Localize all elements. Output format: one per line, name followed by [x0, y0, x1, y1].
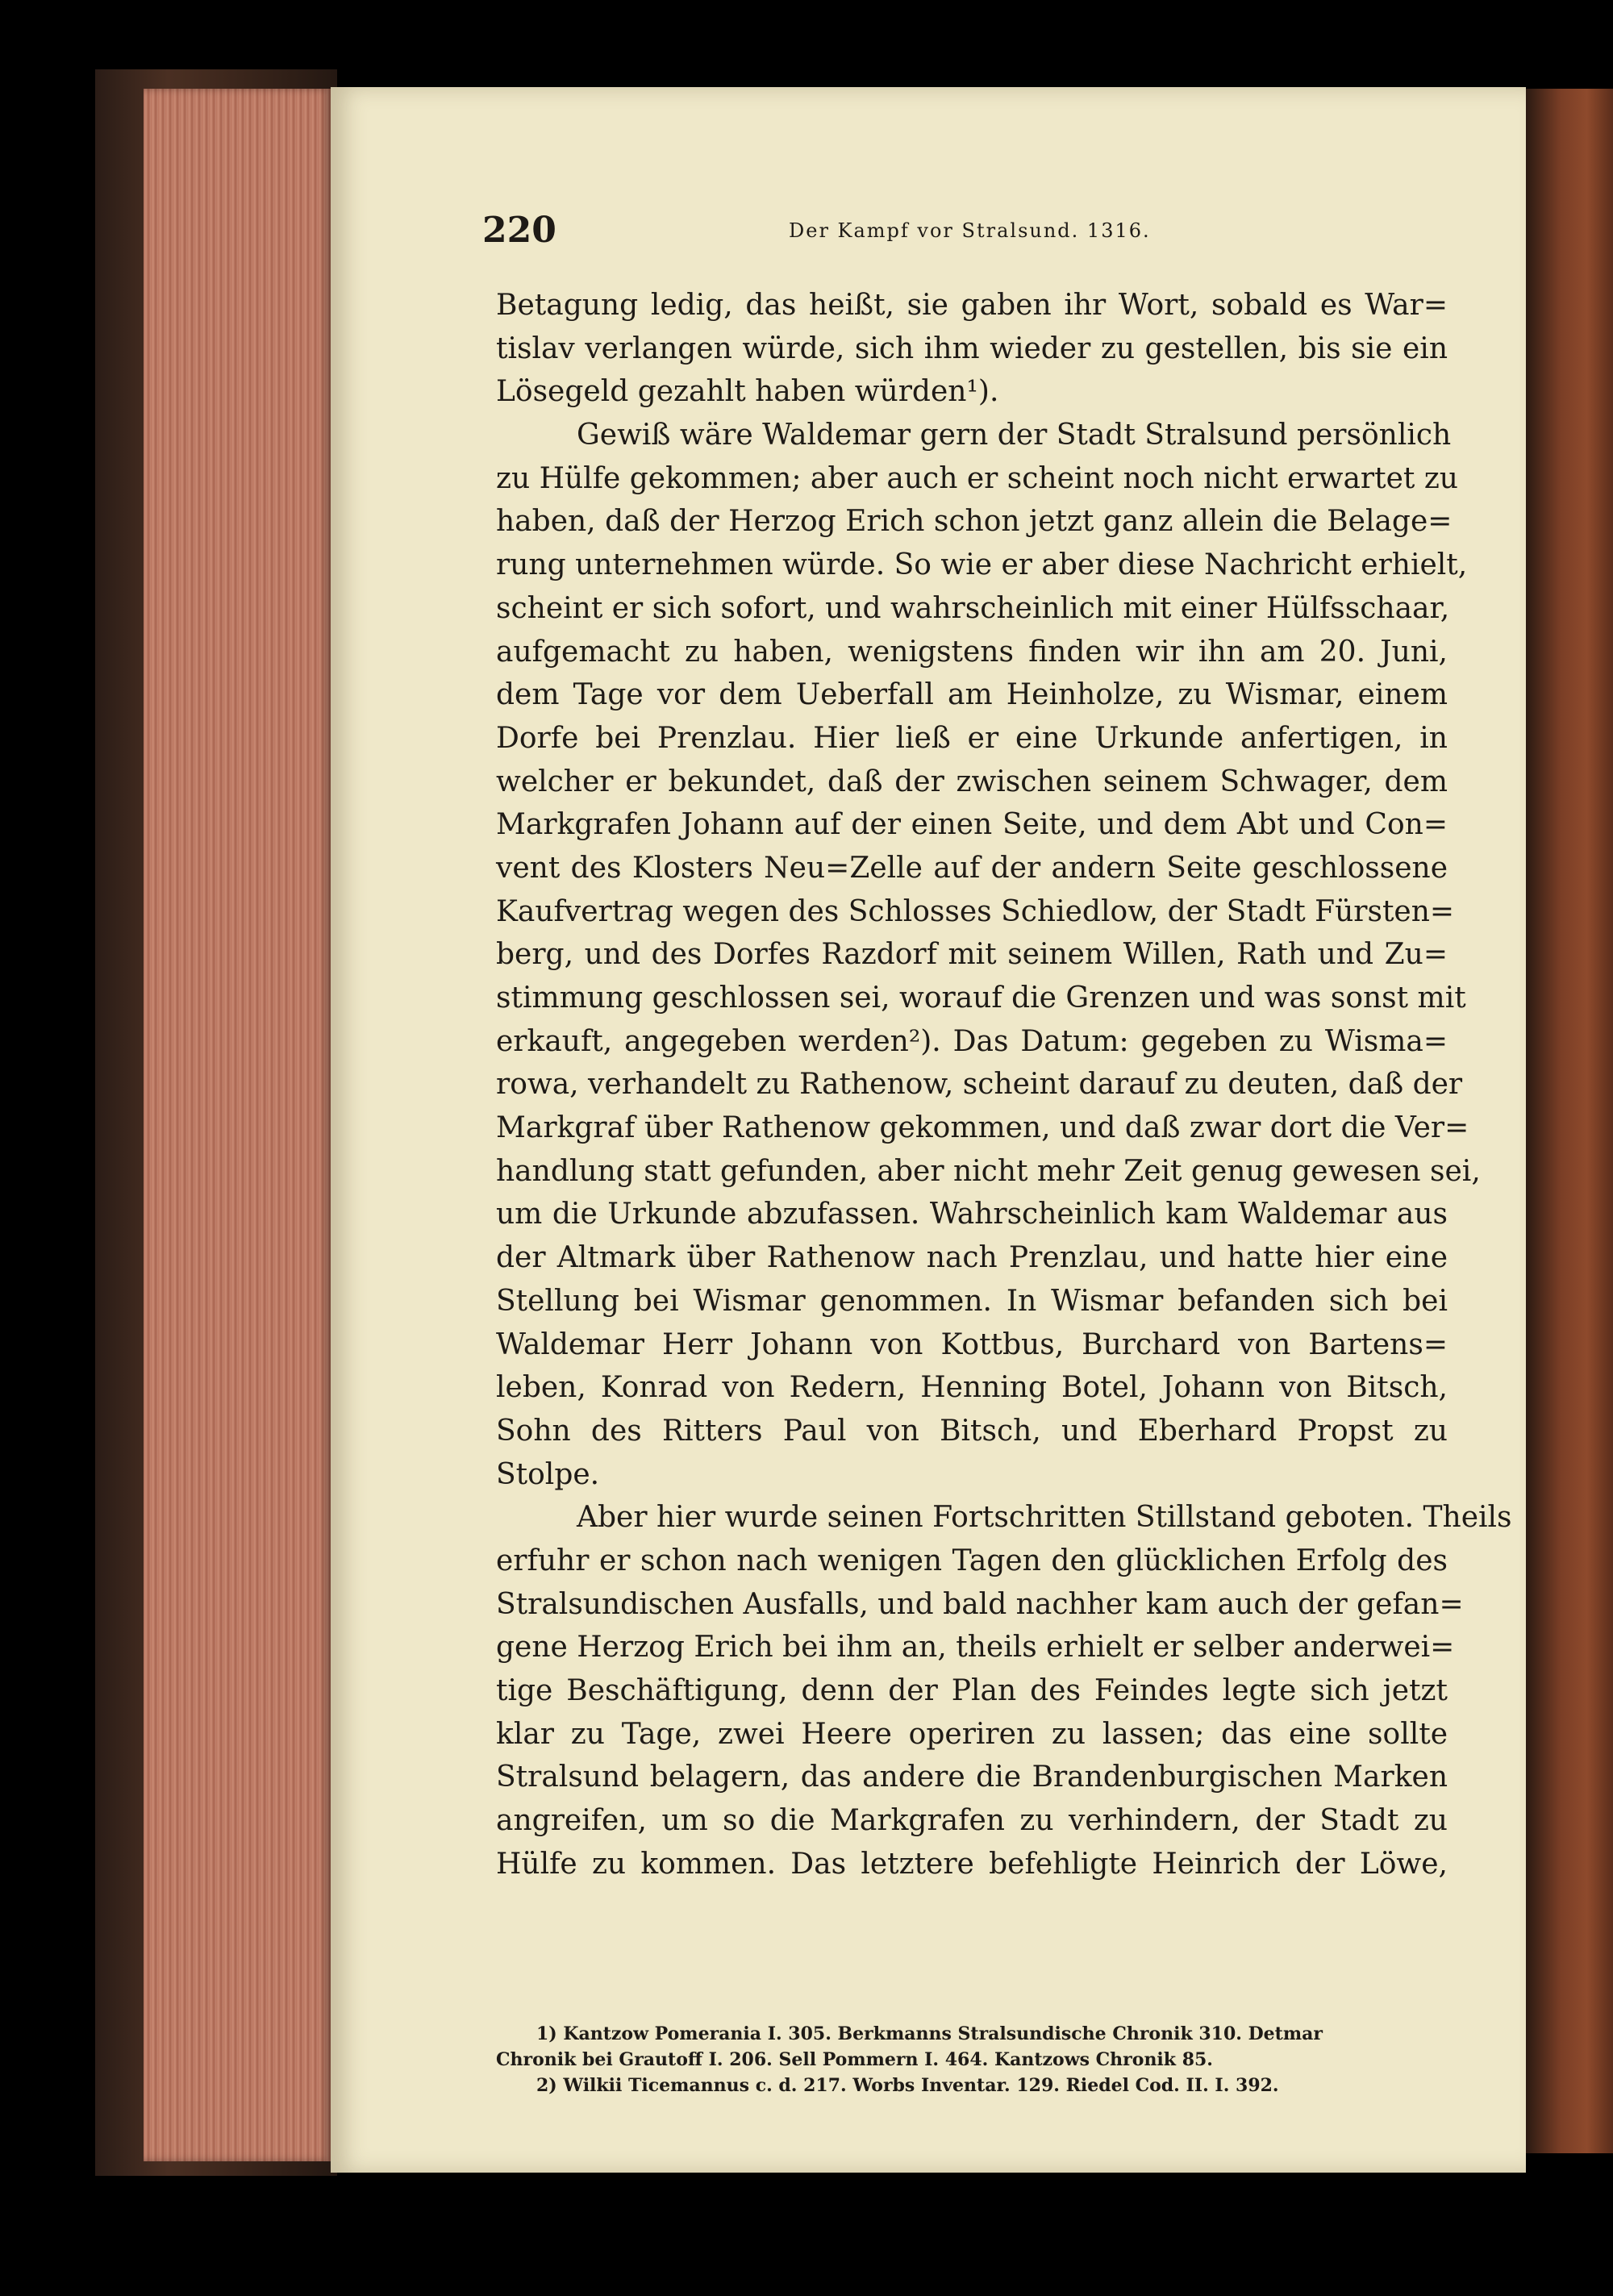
- text-line: zu Hülfe gekommen; aber auch er scheint noch nicht erwartet zu: [496, 461, 1458, 495]
- footnote-line: Chronik bei Grautoff I. 206. Sell Pommern I. 464. Kantzows Chronik 85.: [496, 2049, 1213, 2070]
- text-line: aufgemacht zu haben, wenigstens finden wir ihn am 20. Juni,: [496, 635, 1448, 669]
- page-number: 220: [482, 210, 556, 251]
- text-line: klar zu Tage, zwei Heere operiren zu lassen; das eine sollte: [496, 1717, 1448, 1751]
- text-line: welcher er bekundet, daß der zwischen seinem Schwager, dem: [496, 765, 1448, 798]
- facing-page-edge: [1526, 89, 1613, 2153]
- text-line: Dorfe bei Prenzlau. Hier ließ er eine Urkunde anfertigen, in: [496, 721, 1448, 755]
- text-line: Kaufvertrag wegen des Schlosses Schiedlow, der Stadt Fürsten=: [496, 894, 1455, 928]
- text-line: vent des Klosters Neu=Zelle auf der andern Seite geschlossene: [496, 851, 1448, 885]
- text-line: Stralsundischen Ausfalls, und bald nachher kam auch der gefan=: [496, 1587, 1464, 1621]
- text-line: gene Herzog Erich bei ihm an, theils erhielt er selber anderwei=: [496, 1631, 1455, 1665]
- body-text: [496, 284, 1512, 1886]
- text-line: tislav verlangen würde, sich ihm wieder zu gestellen, bis sie ein: [496, 331, 1448, 365]
- text-line: haben, daß der Herzog Erich schon jetzt ganz allein die Belage=: [496, 505, 1453, 539]
- text-line: Lösegeld gezahlt haben würden¹).: [496, 375, 999, 409]
- text-line: erkauft, angegeben werden²). Das Datum: gegeben zu Wisma=: [496, 1024, 1448, 1058]
- text-line: scheint er sich sofort, und wahrscheinlich mit einer Hülfsschaar,: [496, 591, 1450, 625]
- text-line: Waldemar Herr Johann von Kottbus, Burchard von Bartens=: [496, 1327, 1448, 1361]
- text-line: Stolpe.: [496, 1457, 600, 1491]
- text-line: Markgrafen Johann auf der einen Seite, und dem Abt und Con=: [496, 808, 1448, 842]
- text-line: Markgraf über Rathenow gekommen, und daß zwar dort die Ver=: [496, 1111, 1469, 1145]
- footnotes: [496, 2021, 1448, 2098]
- footnote-line: 1) Kantzow Pomerania I. 305. Berkmanns Stralsundische Chronik 310. Detmar: [536, 2023, 1323, 2044]
- text-line: dem Tage vor dem Ueberfall am Heinholze, zu Wismar, einem: [496, 678, 1448, 712]
- running-title: Der Kampf vor Stralsund. 1316.: [789, 219, 1151, 242]
- page-edges: [144, 89, 331, 2161]
- footnote-line: 2) Wilkii Ticemannus c. d. 217. Worbs Inventar. 129. Riedel Cod. II. I. 392.: [536, 2075, 1279, 2096]
- text-line: Stralsund belagern, das andere die Brandenburgischen Marken: [496, 1761, 1448, 1794]
- footnote-divider: [496, 1980, 1448, 1981]
- text-line: stimmung geschlossen sei, worauf die Grenzen und was sonst mit: [496, 981, 1466, 1015]
- text-line: handlung statt gefunden, aber nicht mehr Zeit genug gewesen sei,: [496, 1154, 1481, 1188]
- text-line: tige Beschäftigung, denn der Plan des Feindes legte sich jetzt: [496, 1674, 1448, 1707]
- text-line: Aber hier wurde seinen Fortschritten Stillstand geboten. Theils: [577, 1501, 1512, 1535]
- text-line: Betagung ledig, das heißt, sie gaben ihr Wort, sobald es War=: [496, 289, 1448, 322]
- text-line: Hülfe zu kommen. Das letztere befehligte Heinrich der Löwe,: [496, 1847, 1448, 1881]
- text-line: rowa, verhandelt zu Rathenow, scheint darauf zu deuten, daß der: [496, 1068, 1463, 1102]
- text-line: Stellung bei Wismar genommen. In Wismar befanden sich bei: [496, 1284, 1448, 1318]
- text-line: angreifen, um so die Markgrafen zu verhindern, der Stadt zu: [496, 1804, 1448, 1838]
- text-line: der Altmark über Rathenow nach Prenzlau, und hatte hier eine: [496, 1241, 1448, 1275]
- text-line: erfuhr er schon nach wenigen Tagen den glücklichen Erfolg des: [496, 1544, 1448, 1577]
- text-line: um die Urkunde abzufassen. Wahrscheinlich kam Waldemar aus: [496, 1198, 1448, 1231]
- text-line: Gewiß wäre Waldemar gern der Stadt Stralsund persönlich: [577, 419, 1452, 452]
- book-page: [331, 87, 1526, 2173]
- text-line: rung unternehmen würde. So wie er aber diese Nachricht erhielt,: [496, 548, 1468, 582]
- text-line: Sohn des Ritters Paul von Bitsch, und Eberhard Propst zu: [496, 1414, 1448, 1448]
- text-line: leben, Konrad von Redern, Henning Botel, Johann von Bitsch,: [496, 1371, 1448, 1405]
- running-head: [482, 210, 1369, 258]
- text-line: berg, und des Dorfes Razdorf mit seinem Willen, Rath und Zu=: [496, 938, 1448, 972]
